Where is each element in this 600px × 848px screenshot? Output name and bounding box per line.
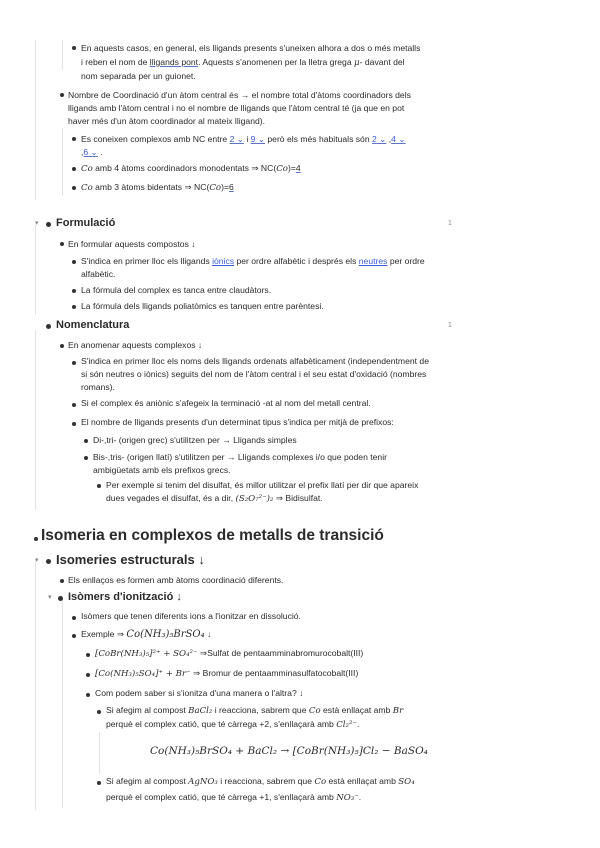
page-number: 1 <box>448 322 452 329</box>
list-bullet <box>72 422 76 426</box>
neutres-link[interactable]: neutres <box>358 256 388 266</box>
text-line: [CoBr(NH₃)₅]²⁺ + SO₄²⁻ ⇒Sulfat de pentaamminabromurocobalt(III) <box>95 648 364 659</box>
list-bullet <box>86 673 90 677</box>
list-bullet <box>46 559 51 564</box>
text-line: Bis-,tris- (origen llatí) s'utilitzen per → Lligands complexes i/o que poden tenir <box>93 452 387 462</box>
equation: Co(NH₃)₅BrSO₄ + BaCl₂ → [CoBr(NH₃)₅]Cl₂ − BaSO₄ <box>150 745 428 757</box>
text-line: si són neutres o iònics) seguits del nom de l'àtom central i el seu estat d'oxidació (nombres <box>81 369 427 379</box>
text-line: haver més d'un àtom coordinador al mateix lligand). <box>68 116 266 126</box>
section-title: Nomenclatura <box>56 319 130 331</box>
list-bullet <box>46 222 51 227</box>
list-bullet <box>72 361 76 365</box>
text-line: Es coneixen complexos amb NC entre 2 ⌄ i 9 ⌄ però els més habituals són 2 ⌄ ,4 ⌄ <box>81 134 406 144</box>
text-line: perquè el complex catió, que té càrrega +2, s'enllaçarà amb Cl₂²⁻. <box>106 719 360 730</box>
text-line: El nombre de lligands presents d'un determinat tipus s'indica per mitjà de prefixos: <box>81 417 394 427</box>
nc-select[interactable]: 9 ⌄ <box>250 134 265 144</box>
list-bullet <box>60 344 64 348</box>
text-line: En aquests casos, en general, els lligands presents s'uneixen alhora a dos o més metalls <box>81 43 421 53</box>
list-bullet <box>72 634 76 638</box>
text-line: La fórmula del complex es tanca entre claudàtors. <box>81 285 272 295</box>
list-bullet <box>58 596 63 601</box>
section-title: Formulació <box>56 217 116 229</box>
collapse-toggle-icon[interactable]: ▾ <box>35 557 39 564</box>
text-line: Com podem saber si s'ionitza d'una manera o l'altra? ↓ <box>95 688 304 698</box>
text-line: Si afegim al compost AgNO₃ i reacciona, sabrem que Co està enllaçat amb SO₄ <box>106 776 415 787</box>
text-line: Si el complex és aniònic s'afegeix la terminació -at al nom del metall central. <box>81 398 371 408</box>
text-line: ambigüetats amb els prefixos grecs. <box>93 465 231 475</box>
list-bullet <box>72 289 76 293</box>
list-bullet <box>86 693 90 697</box>
guide-line <box>35 560 36 810</box>
nc-select[interactable]: 2 ⌄ <box>372 134 387 144</box>
text-line: [Co(NH₃)₅SO₄]⁺ + Br⁻ ⇒ Bromur de pentaamminasulfatocobalt(III) <box>95 668 359 679</box>
text-line: En anomenar aquests complexos ↓ <box>68 340 203 350</box>
text-line: La fórmula dels lligands poliatòmics es tanquen entre parèntesi. <box>81 301 324 311</box>
nc-select[interactable]: 2 ⌄ <box>229 134 244 144</box>
text-line: i reben el nom de lligands pont. Aquests s'anomenen per la lletra grega μ- davant del <box>81 57 405 68</box>
guide-line <box>62 40 63 70</box>
list-bullet <box>86 653 90 657</box>
list-bullet <box>97 710 101 714</box>
guide-line <box>35 225 36 315</box>
text-line: Per exemple si tenim del disulfat, és millor utilitzar el prefix llatí per dir que apareix <box>106 480 419 490</box>
text-line: Exemple ⇒ Co(NH₃)₅BrSO₄ ↓ <box>81 629 212 640</box>
guide-line <box>99 732 100 774</box>
text-line: ,6 ⌄ . <box>81 147 103 157</box>
text-line: romans). <box>81 382 115 392</box>
list-bullet <box>72 46 76 50</box>
text-line: Co amb 4 àtoms coordinadors monodentats ⇒ NC(Co)=4 <box>81 163 301 174</box>
section-title: Isomeries estructurals ↓ <box>56 552 205 567</box>
guide-line <box>62 598 63 808</box>
collapse-toggle-icon[interactable]: ▾ <box>48 594 52 601</box>
guide-line <box>35 330 36 510</box>
nc-select[interactable]: 6 ⌄ <box>83 147 98 157</box>
list-bullet <box>60 93 64 97</box>
list-bullet <box>34 537 38 541</box>
text-line: Isòmers que tenen diferents ions a l'ionitzar en dissolució. <box>81 611 301 621</box>
list-bullet <box>72 403 76 407</box>
text-line: Co amb 3 àtoms bidentats ⇒ NC(Co)=6 <box>81 182 234 193</box>
list-bullet <box>60 579 64 583</box>
list-bullet <box>97 781 101 785</box>
list-bullet <box>46 324 51 329</box>
page-number: 1 <box>448 220 452 227</box>
guide-line <box>62 128 63 196</box>
text-line: Di-,tri- (origen grec) s'utilitzen per → Lligands simples <box>93 435 297 445</box>
text-line: Els enllaços es formen amb àtoms coordinació diferents. <box>68 575 284 585</box>
guide-line <box>35 40 36 200</box>
text-line: lligands amb l'àtom central i no el nombre de lligands que l'àtom central té (ja que en pot <box>68 103 405 113</box>
text-line: S'indica en primer lloc els lligands iònics per ordre alfabètic i després els neutres per ordre <box>81 256 425 266</box>
list-bullet <box>72 305 76 309</box>
list-bullet <box>72 167 76 171</box>
list-bullet <box>84 439 88 443</box>
nc-select[interactable]: 4 ⌄ <box>391 134 406 144</box>
list-bullet <box>97 484 101 488</box>
text-line: S'indica en primer lloc els noms dels lligands ordenats alfabèticament (independentment de <box>81 356 429 366</box>
text-line: Si afegim al compost BaCl₂ i reacciona, sabrem que Co està enllaçat amb Br <box>106 705 404 716</box>
list-bullet <box>72 137 76 141</box>
text-line: alfabètic. <box>81 269 116 279</box>
text-line: En formular aquests compostos ↓ <box>68 239 196 249</box>
text-line: Nombre de Coordinació d'un àtom central és → el nombre total d'àtoms coordinadors dels <box>68 90 411 100</box>
list-bullet <box>72 260 76 264</box>
list-bullet <box>72 616 76 620</box>
ionics-link[interactable]: iònics <box>212 256 235 266</box>
list-bullet <box>84 456 88 460</box>
text-line: dues vegades el disulfat, és a dir, (S₂O₇²⁻)₂ ⇒ Bidisulfat. <box>106 493 323 504</box>
list-bullet <box>72 186 76 190</box>
text-line: nom separada per un guionet. <box>81 71 196 81</box>
page-title: Isomeria en complexos de metalls de transició <box>41 527 384 544</box>
collapse-toggle-icon[interactable]: ▾ <box>35 220 39 227</box>
text-line: perquè el complex catió, que té càrrega +1, s'enllaçarà amb NO₃⁻. <box>106 792 362 803</box>
section-subtitle: Isòmers d'ionització ↓ <box>68 591 182 603</box>
list-bullet <box>60 242 64 246</box>
